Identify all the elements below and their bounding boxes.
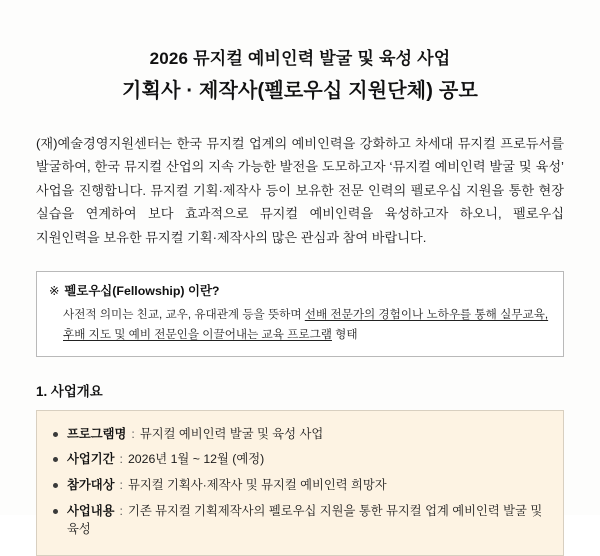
list-item-separator: : (119, 478, 123, 493)
list-item-label: 프로그램명 (67, 426, 127, 441)
list-item-value: 2026년 1월 ~ 12월 (예정) (127, 452, 265, 467)
fellowship-definition-box (36, 271, 564, 357)
overview-list (51, 422, 549, 543)
list-item (51, 473, 549, 499)
fellowship-definition-body (49, 305, 551, 346)
fellowship-definition-underlined: 선배 전문가의 경험이나 노하우를 통해 실무교육, 후배 지도 및 예비 전문인을 이끌어내는 교육 프로그램 (63, 308, 549, 342)
overview-info-box (36, 410, 564, 556)
list-item (51, 447, 549, 473)
list-item-label: 사업기간 (67, 452, 115, 467)
intro-paragraph: (재)예술경영지원센터는 한국 뮤지컬 업계의 예비인력을 강화하고 차세대 뮤지컬 프로듀서를 발굴하여, 한국 뮤지컬 산업의 지속 가능한 발전을 도모하고자 ‘뮤지컬 예비인력 발굴 및 육성’ 사업을 진행합니다. 뮤지컬 기획·제작사 등이 보유한 전문 인력의 펠로우십 지원을 통한 현장 실습을 연계하여 보다 효과적으로 뮤지컬 예비인력을 육성하고자 하오니, 펠로우십 지원인력을 보유한 뮤지컬 기획·제작사의 많은 관심과 참여 바랍니다. (36, 135, 564, 245)
fellowship-definition-prefix: 사전적 의미는 친교, 교우, 유대관계 등을 뜻하며 (63, 308, 305, 321)
list-item (51, 422, 549, 448)
document-title-line-2: 기획사 · 제작사(펠로우십 지원단체) 공모 (122, 79, 478, 102)
list-item-value: 뮤지컬 예비인력 발굴 및 육성 사업 (139, 426, 324, 441)
list-item-value: 뮤지컬 기획사·제작사 및 뮤지컬 예비인력 희망자 (127, 478, 387, 493)
fellowship-definition-title-text: 펠로우십(Fellowship) 이란? (64, 284, 220, 298)
list-item-separator: : (119, 452, 123, 467)
asterisk-icon: ※ (49, 284, 60, 298)
document-title-line-1: 2026 뮤지컬 예비인력 발굴 및 육성 사업 (149, 49, 451, 68)
fellowship-definition-suffix: 형태 (331, 328, 358, 342)
fellowship-definition-title (49, 281, 551, 299)
section-number: 1. (36, 383, 48, 399)
list-item (51, 499, 549, 543)
section-title: 사업개요 (50, 383, 103, 399)
list-item-label: 사업내용 (67, 504, 115, 519)
list-item-label: 참가대상 (67, 478, 115, 493)
list-item-separator: : (119, 504, 123, 519)
section-heading-overview (36, 381, 564, 400)
document-title-block (34, 46, 566, 106)
list-item-value: 기존 뮤지컬 기획제작사의 펠로우십 지원을 통한 뮤지컬 업계 예비인력 발굴 및 육성 (67, 504, 543, 536)
list-item-separator: : (131, 426, 135, 441)
